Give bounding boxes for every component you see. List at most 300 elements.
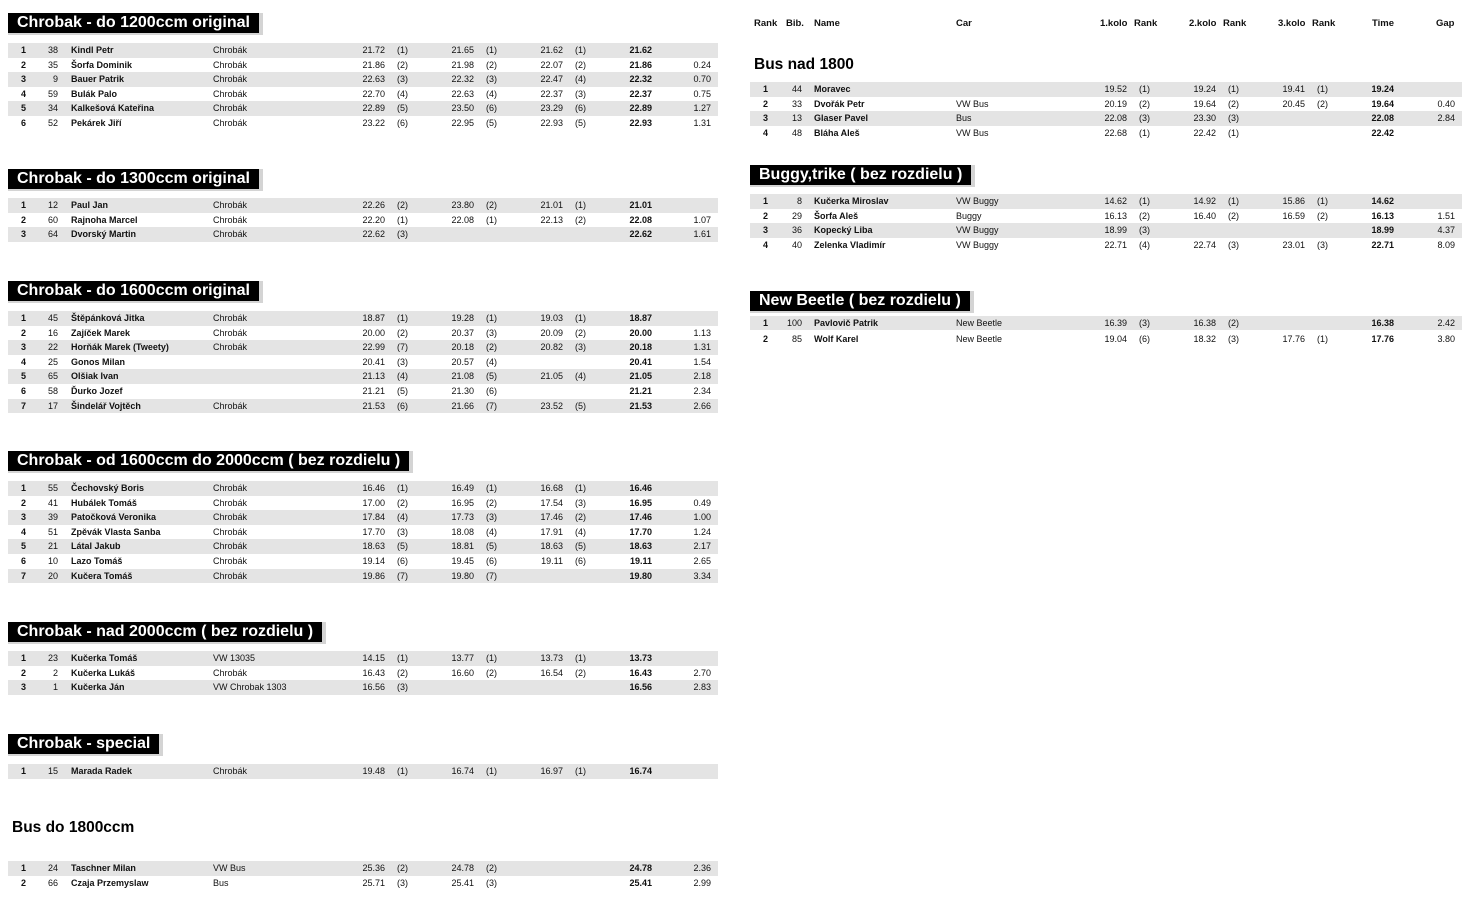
table-row — [750, 97, 1462, 112]
cell-kolo3-rank: (3) — [1317, 239, 1328, 250]
cell-rank: 1 — [763, 84, 769, 94]
cell-kolo2-time: 19.45 — [451, 555, 474, 566]
cell-name: Rajnoha Marcel — [71, 214, 138, 225]
cell-kolo2-time: 19.80 — [451, 570, 474, 581]
cell-bib: 36 — [791, 225, 802, 236]
cell-kolo3-rank: (2) — [575, 512, 586, 523]
cell-kolo2-time: 20.37 — [451, 327, 474, 338]
cell-rank: 2 — [21, 327, 27, 338]
cell-best-time: 16.38 — [1371, 318, 1394, 328]
cell-gap: 0.40 — [1437, 98, 1455, 109]
cell-kolo1-time: 21.72 — [362, 45, 385, 55]
table-row — [750, 126, 1462, 141]
cell-rank: 6 — [21, 117, 27, 128]
results-table — [8, 198, 718, 242]
table-row — [8, 666, 718, 681]
cell-kolo3-time: 17.91 — [540, 526, 563, 537]
cell-bib: 12 — [47, 200, 58, 210]
cell-kolo2-time: 17.73 — [451, 512, 474, 523]
cell-kolo3-time: 16.97 — [540, 766, 563, 776]
table-row — [8, 101, 718, 116]
cell-kolo1-rank: (4) — [397, 512, 408, 523]
cell-name: Kučerka Ján — [71, 682, 125, 693]
section-title: Chrobak - do 1300ccm original — [8, 169, 263, 191]
cell-gap: 2.17 — [693, 541, 711, 552]
column-header-row — [750, 18, 1462, 32]
cell-bib: 8 — [796, 196, 802, 206]
cell-car: Chrobák — [213, 483, 248, 493]
cell-kolo3-rank: (4) — [575, 371, 586, 382]
results-table — [8, 481, 718, 583]
cell-kolo1-time: 16.46 — [362, 483, 385, 493]
cell-best-time: 22.32 — [629, 74, 652, 85]
cell-car: Bus — [956, 113, 972, 124]
cell-kolo3-rank: (5) — [575, 400, 586, 411]
cell-kolo2-rank: (7) — [486, 570, 497, 581]
cell-kolo1-time: 25.71 — [362, 877, 385, 888]
cell-car: Chrobák — [213, 229, 248, 240]
cell-bib: 52 — [47, 117, 58, 128]
cell-kolo3-time: 16.59 — [1282, 210, 1305, 221]
header-time: Time — [1372, 18, 1395, 29]
cell-gap: 0.70 — [693, 74, 711, 85]
cell-kolo2-time: 22.32 — [451, 74, 474, 85]
cell-kolo2-time: 21.08 — [451, 371, 474, 382]
cell-name: Šorfa Aleš — [814, 210, 859, 221]
cell-kolo3-rank: (2) — [575, 59, 586, 70]
cell-gap: 2.65 — [693, 555, 711, 566]
cell-bib: 16 — [47, 327, 58, 338]
table-row — [8, 554, 718, 569]
cell-kolo3-rank: (1) — [575, 483, 586, 493]
cell-car: Chrobák — [213, 766, 248, 776]
cell-kolo1-time: 16.43 — [362, 667, 385, 678]
cell-bib: 48 — [791, 127, 802, 138]
header-rank: Rank — [754, 18, 778, 29]
cell-kolo2-rank: (2) — [486, 200, 497, 210]
table-row — [750, 194, 1462, 209]
cell-kolo3-rank: (6) — [575, 555, 586, 566]
cell-kolo3-rank: (2) — [1317, 98, 1328, 109]
cell-name: Zpěvák Vlasta Sanba — [71, 526, 161, 537]
cell-gap: 1.31 — [693, 117, 711, 128]
cell-kolo3-rank: (1) — [1317, 334, 1328, 344]
cell-best-time: 19.80 — [629, 570, 652, 581]
cell-kolo3-rank: (6) — [575, 103, 586, 114]
cell-kolo1-rank: (3) — [397, 74, 408, 85]
cell-name: Glaser Pavel — [814, 113, 869, 124]
cell-kolo1-rank: (2) — [1139, 210, 1150, 221]
table-row — [8, 326, 718, 341]
cell-gap: 3.80 — [1437, 334, 1455, 344]
cell-car: VW Chrobak 1303 — [213, 682, 287, 693]
table-row — [8, 43, 718, 58]
cell-best-time: 21.21 — [629, 385, 652, 396]
cell-kolo1-time: 25.36 — [362, 863, 385, 873]
cell-car: VW Buggy — [956, 196, 999, 206]
cell-kolo2-rank: (3) — [1228, 334, 1239, 344]
cell-gap: 8.09 — [1437, 239, 1455, 250]
cell-kolo2-rank: (2) — [486, 863, 497, 873]
header-kolo2: 2.kolo — [1189, 18, 1217, 29]
cell-kolo3-time: 22.37 — [540, 88, 563, 99]
cell-kolo1-rank: (2) — [397, 200, 408, 210]
cell-kolo2-rank: (2) — [1228, 318, 1239, 328]
cell-gap: 2.42 — [1437, 318, 1455, 328]
cell-kolo1-rank: (3) — [397, 356, 408, 367]
cell-kolo3-rank: (5) — [575, 117, 586, 128]
cell-gap: 2.83 — [693, 682, 711, 693]
cell-kolo1-time: 14.62 — [1104, 196, 1127, 206]
cell-bib: 29 — [791, 210, 802, 221]
cell-kolo3-rank: (2) — [575, 214, 586, 225]
cell-bib: 20 — [47, 570, 58, 581]
cell-name: Taschner Milan — [71, 863, 136, 873]
cell-car: Chrobák — [213, 88, 248, 99]
cell-name: Látal Jakub — [71, 541, 121, 552]
cell-name: Kučerka Miroslav — [814, 196, 889, 206]
cell-bib: 45 — [47, 313, 58, 323]
cell-rank: 7 — [21, 570, 27, 581]
cell-kolo1-time: 22.63 — [362, 74, 385, 85]
cell-rank: 3 — [21, 229, 27, 240]
table-row — [8, 399, 718, 414]
cell-bib: 9 — [52, 74, 58, 85]
cell-rank: 4 — [21, 88, 27, 99]
cell-bib: 35 — [47, 59, 58, 70]
cell-car: Chrobák — [213, 313, 248, 323]
cell-best-time: 22.93 — [629, 117, 652, 128]
cell-best-time: 16.56 — [629, 682, 652, 693]
cell-kolo3-rank: (2) — [1317, 210, 1328, 221]
cell-kolo2-rank: (2) — [1228, 210, 1239, 221]
cell-gap: 2.84 — [1437, 113, 1455, 124]
cell-kolo2-time: 16.49 — [451, 483, 474, 493]
cell-best-time: 22.62 — [629, 229, 652, 240]
cell-name: Czaja Przemyslaw — [71, 877, 149, 888]
cell-best-time: 22.37 — [629, 88, 652, 99]
cell-kolo3-time: 20.45 — [1282, 98, 1305, 109]
cell-gap: 1.24 — [693, 526, 711, 537]
table-row — [8, 651, 718, 666]
cell-car: Chrobák — [213, 541, 248, 552]
cell-kolo2-rank: (2) — [1228, 98, 1239, 109]
cell-kolo1-time: 18.99 — [1104, 225, 1127, 236]
cell-kolo3-rank: (4) — [575, 74, 586, 85]
cell-bib: 13 — [791, 113, 802, 124]
cell-car: Chrobák — [213, 400, 248, 411]
table-row — [8, 311, 718, 326]
cell-bib: 55 — [47, 483, 58, 493]
cell-kolo3-rank: (1) — [575, 766, 586, 776]
cell-car: Chrobák — [213, 74, 248, 85]
cell-car: Chrobák — [213, 59, 248, 70]
results-table — [8, 651, 718, 695]
cell-kolo2-rank: (3) — [486, 74, 497, 85]
cell-best-time: 22.89 — [629, 103, 652, 114]
table-row — [750, 223, 1462, 238]
cell-kolo3-rank: (1) — [575, 313, 586, 323]
cell-gap: 3.34 — [693, 570, 711, 581]
cell-best-time: 25.41 — [629, 877, 652, 888]
cell-best-time: 16.13 — [1371, 210, 1394, 221]
cell-kolo2-rank: (3) — [486, 877, 497, 888]
cell-kolo1-time: 22.20 — [362, 214, 385, 225]
cell-kolo1-time: 18.63 — [362, 541, 385, 552]
cell-gap: 2.70 — [693, 667, 711, 678]
cell-kolo3-rank: (3) — [575, 497, 586, 508]
cell-kolo2-time: 21.66 — [451, 400, 474, 411]
cell-name: Moravec — [814, 84, 851, 94]
cell-kolo2-time: 25.41 — [451, 877, 474, 888]
cell-kolo1-time: 22.89 — [362, 103, 385, 114]
cell-kolo2-time: 23.50 — [451, 103, 474, 114]
cell-kolo2-time: 21.65 — [451, 45, 474, 55]
cell-gap: 1.51 — [1437, 210, 1455, 221]
cell-kolo3-rank: (2) — [575, 667, 586, 678]
cell-kolo1-rank: (1) — [1139, 196, 1150, 206]
cell-kolo3-rank: (1) — [575, 653, 586, 663]
table-row — [8, 764, 718, 779]
header-gap: Gap — [1436, 18, 1455, 29]
cell-name: Zajíček Marek — [71, 327, 131, 338]
cell-kolo2-rank: (1) — [486, 45, 497, 55]
cell-kolo3-time: 17.76 — [1282, 334, 1305, 344]
cell-best-time: 14.62 — [1371, 196, 1394, 206]
cell-best-time: 24.78 — [629, 863, 652, 873]
table-row — [8, 198, 718, 213]
cell-rank: 2 — [21, 667, 27, 678]
cell-kolo1-rank: (2) — [397, 327, 408, 338]
cell-gap: 1.07 — [693, 214, 711, 225]
cell-rank: 3 — [21, 342, 27, 353]
cell-rank: 5 — [21, 541, 27, 552]
cell-kolo1-time: 17.84 — [362, 512, 385, 523]
cell-kolo2-time: 13.77 — [451, 653, 474, 663]
cell-rank: 5 — [21, 371, 27, 382]
cell-kolo1-time: 19.52 — [1104, 84, 1127, 94]
cell-car: Chrobák — [213, 342, 248, 353]
cell-kolo2-rank: (1) — [1228, 127, 1239, 138]
cell-car: Chrobák — [213, 214, 248, 225]
cell-bib: 41 — [47, 497, 58, 508]
cell-best-time: 22.42 — [1371, 127, 1394, 138]
table-row — [8, 510, 718, 525]
cell-kolo1-time: 22.08 — [1104, 113, 1127, 124]
cell-rank: 2 — [763, 210, 769, 221]
cell-rank: 6 — [21, 555, 27, 566]
cell-best-time: 18.63 — [629, 541, 652, 552]
cell-gap: 2.66 — [693, 400, 711, 411]
cell-kolo2-time: 19.28 — [451, 313, 474, 323]
cell-kolo1-time: 22.26 — [362, 200, 385, 210]
cell-rank: 1 — [763, 196, 769, 206]
cell-car: VW Bus — [956, 98, 989, 109]
cell-kolo2-time: 18.32 — [1193, 334, 1216, 344]
cell-kolo1-rank: (6) — [397, 117, 408, 128]
cell-rank: 3 — [763, 113, 769, 124]
cell-rank: 1 — [21, 45, 27, 55]
cell-kolo2-rank: (2) — [486, 59, 497, 70]
cell-kolo2-rank: (7) — [486, 400, 497, 411]
table-row — [8, 213, 718, 228]
cell-kolo1-time: 21.53 — [362, 400, 385, 411]
cell-kolo1-rank: (5) — [397, 385, 408, 396]
cell-kolo1-rank: (3) — [1139, 113, 1150, 124]
cell-car: VW Buggy — [956, 225, 999, 236]
cell-name: Šindelář Vojtěch — [71, 400, 141, 411]
cell-car: Bus — [213, 877, 229, 888]
cell-bib: 34 — [47, 103, 58, 114]
cell-name: Kučerka Tomáš — [71, 653, 138, 663]
cell-bib: 64 — [47, 229, 58, 240]
cell-bib: 85 — [791, 334, 802, 344]
cell-car: Chrobák — [213, 117, 248, 128]
cell-car: Chrobák — [213, 103, 248, 114]
cell-kolo3-rank: (2) — [575, 327, 586, 338]
cell-car: Chrobák — [213, 497, 248, 508]
cell-kolo1-rank: (1) — [397, 214, 408, 225]
cell-best-time: 21.86 — [629, 59, 652, 70]
cell-rank: 3 — [21, 74, 27, 85]
cell-rank: 4 — [763, 127, 769, 138]
cell-kolo3-rank: (4) — [575, 526, 586, 537]
cell-best-time: 20.41 — [629, 356, 652, 367]
header-bib: Bib. — [786, 18, 804, 29]
table-row — [8, 340, 718, 355]
cell-kolo2-time: 18.08 — [451, 526, 474, 537]
table-row — [750, 82, 1462, 97]
table-row — [750, 111, 1462, 126]
cell-kolo3-time: 20.09 — [540, 327, 563, 338]
cell-kolo3-time: 16.68 — [540, 483, 563, 493]
cell-best-time: 16.46 — [629, 483, 652, 493]
cell-kolo1-time: 19.04 — [1104, 334, 1127, 344]
cell-name: Šorfa Dominik — [71, 59, 133, 70]
cell-rank: 2 — [21, 497, 27, 508]
cell-name: Lazo Tomáš — [71, 555, 123, 566]
cell-name: Wolf Karel — [814, 334, 859, 344]
cell-rank: 1 — [21, 653, 27, 663]
cell-name: Patočková Veronika — [71, 512, 157, 523]
cell-car: New Beetle — [956, 334, 1003, 344]
cell-kolo2-time: 22.95 — [451, 117, 474, 128]
cell-kolo1-rank: (6) — [397, 555, 408, 566]
section-title: Buggy,trike ( bez rozdielu ) — [750, 165, 975, 187]
cell-kolo2-rank: (1) — [1228, 84, 1239, 94]
cell-kolo2-time: 22.63 — [451, 88, 474, 99]
cell-car: VW Buggy — [956, 239, 999, 250]
cell-rank: 1 — [21, 766, 27, 776]
cell-kolo2-time: 19.24 — [1193, 84, 1216, 94]
cell-kolo1-time: 20.19 — [1104, 98, 1127, 109]
cell-name: Dvořák Petr — [814, 98, 865, 109]
table-row — [8, 58, 718, 73]
cell-best-time: 20.18 — [629, 342, 652, 353]
cell-gap: 2.18 — [693, 371, 711, 382]
cell-kolo3-time: 20.82 — [540, 342, 563, 353]
cell-bib: 66 — [47, 877, 58, 888]
cell-kolo1-time: 17.70 — [362, 526, 385, 537]
cell-kolo1-rank: (3) — [1139, 225, 1150, 236]
header-name: Name — [814, 18, 840, 29]
cell-name: Horňák Marek (Tweety) — [71, 342, 169, 353]
cell-kolo2-rank: (4) — [486, 356, 497, 367]
header-car: Car — [956, 18, 972, 29]
cell-kolo1-rank: (1) — [397, 483, 408, 493]
cell-car: VW Bus — [956, 127, 989, 138]
cell-bib: 17 — [47, 400, 58, 411]
cell-kolo1-rank: (1) — [397, 313, 408, 323]
cell-kolo1-time: 22.70 — [362, 88, 385, 99]
cell-kolo2-time: 24.78 — [451, 863, 474, 873]
cell-kolo2-rank: (3) — [486, 327, 497, 338]
cell-kolo2-rank: (6) — [486, 103, 497, 114]
cell-kolo3-time: 22.07 — [540, 59, 563, 70]
cell-kolo1-time: 20.00 — [362, 327, 385, 338]
results-table — [8, 311, 718, 413]
cell-kolo1-rank: (1) — [1139, 84, 1150, 94]
cell-name: Dvorský Martin — [71, 229, 137, 240]
cell-rank: 1 — [21, 863, 27, 873]
cell-kolo2-rank: (3) — [1228, 113, 1239, 124]
cell-kolo2-time: 20.57 — [451, 356, 474, 367]
cell-kolo3-rank: (3) — [575, 88, 586, 99]
cell-kolo3-rank: (5) — [575, 541, 586, 552]
cell-kolo2-rank: (5) — [486, 371, 497, 382]
cell-best-time: 22.71 — [1371, 239, 1394, 250]
cell-kolo3-time: 16.54 — [540, 667, 563, 678]
cell-kolo2-time: 22.74 — [1193, 239, 1216, 250]
cell-kolo2-rank: (1) — [486, 214, 497, 225]
cell-rank: 2 — [21, 214, 27, 225]
cell-kolo1-rank: (4) — [397, 88, 408, 99]
cell-kolo1-time: 19.14 — [362, 555, 385, 566]
cell-name: Štěpánková Jitka — [71, 313, 145, 323]
cell-best-time: 21.01 — [629, 200, 652, 210]
cell-kolo1-rank: (4) — [1139, 239, 1150, 250]
cell-bib: 25 — [47, 356, 58, 367]
cell-kolo1-rank: (4) — [397, 371, 408, 382]
cell-kolo1-rank: (1) — [1139, 127, 1150, 138]
cell-kolo2-rank: (1) — [486, 483, 497, 493]
cell-kolo2-time: 19.64 — [1193, 98, 1216, 109]
cell-kolo2-rank: (3) — [486, 512, 497, 523]
cell-best-time: 16.95 — [629, 497, 652, 508]
cell-rank: 4 — [21, 356, 27, 367]
cell-rank: 1 — [21, 483, 27, 493]
section-title: Bus do 1800ccm — [12, 819, 135, 836]
cell-name: Kučerka Lukáš — [71, 667, 136, 678]
section-title: Bus nad 1800 — [754, 56, 854, 73]
cell-rank: 5 — [21, 103, 27, 114]
cell-rank: 2 — [21, 877, 27, 888]
cell-car: New Beetle — [956, 318, 1003, 328]
cell-kolo3-time: 23.29 — [540, 103, 563, 114]
cell-rank: 4 — [763, 239, 769, 250]
cell-kolo2-rank: (2) — [486, 497, 497, 508]
cell-kolo3-rank: (3) — [575, 342, 586, 353]
section-title: Chrobak - nad 2000ccm ( bez rozdielu ) — [8, 622, 326, 644]
cell-rank: 7 — [21, 400, 27, 411]
cell-kolo1-rank: (6) — [1139, 334, 1150, 344]
cell-name: Paul Jan — [71, 200, 109, 210]
cell-gap: 0.24 — [693, 59, 711, 70]
cell-kolo3-time: 22.13 — [540, 214, 563, 225]
cell-bib: 60 — [47, 214, 58, 225]
cell-best-time: 17.76 — [1371, 334, 1394, 344]
table-row — [8, 525, 718, 540]
